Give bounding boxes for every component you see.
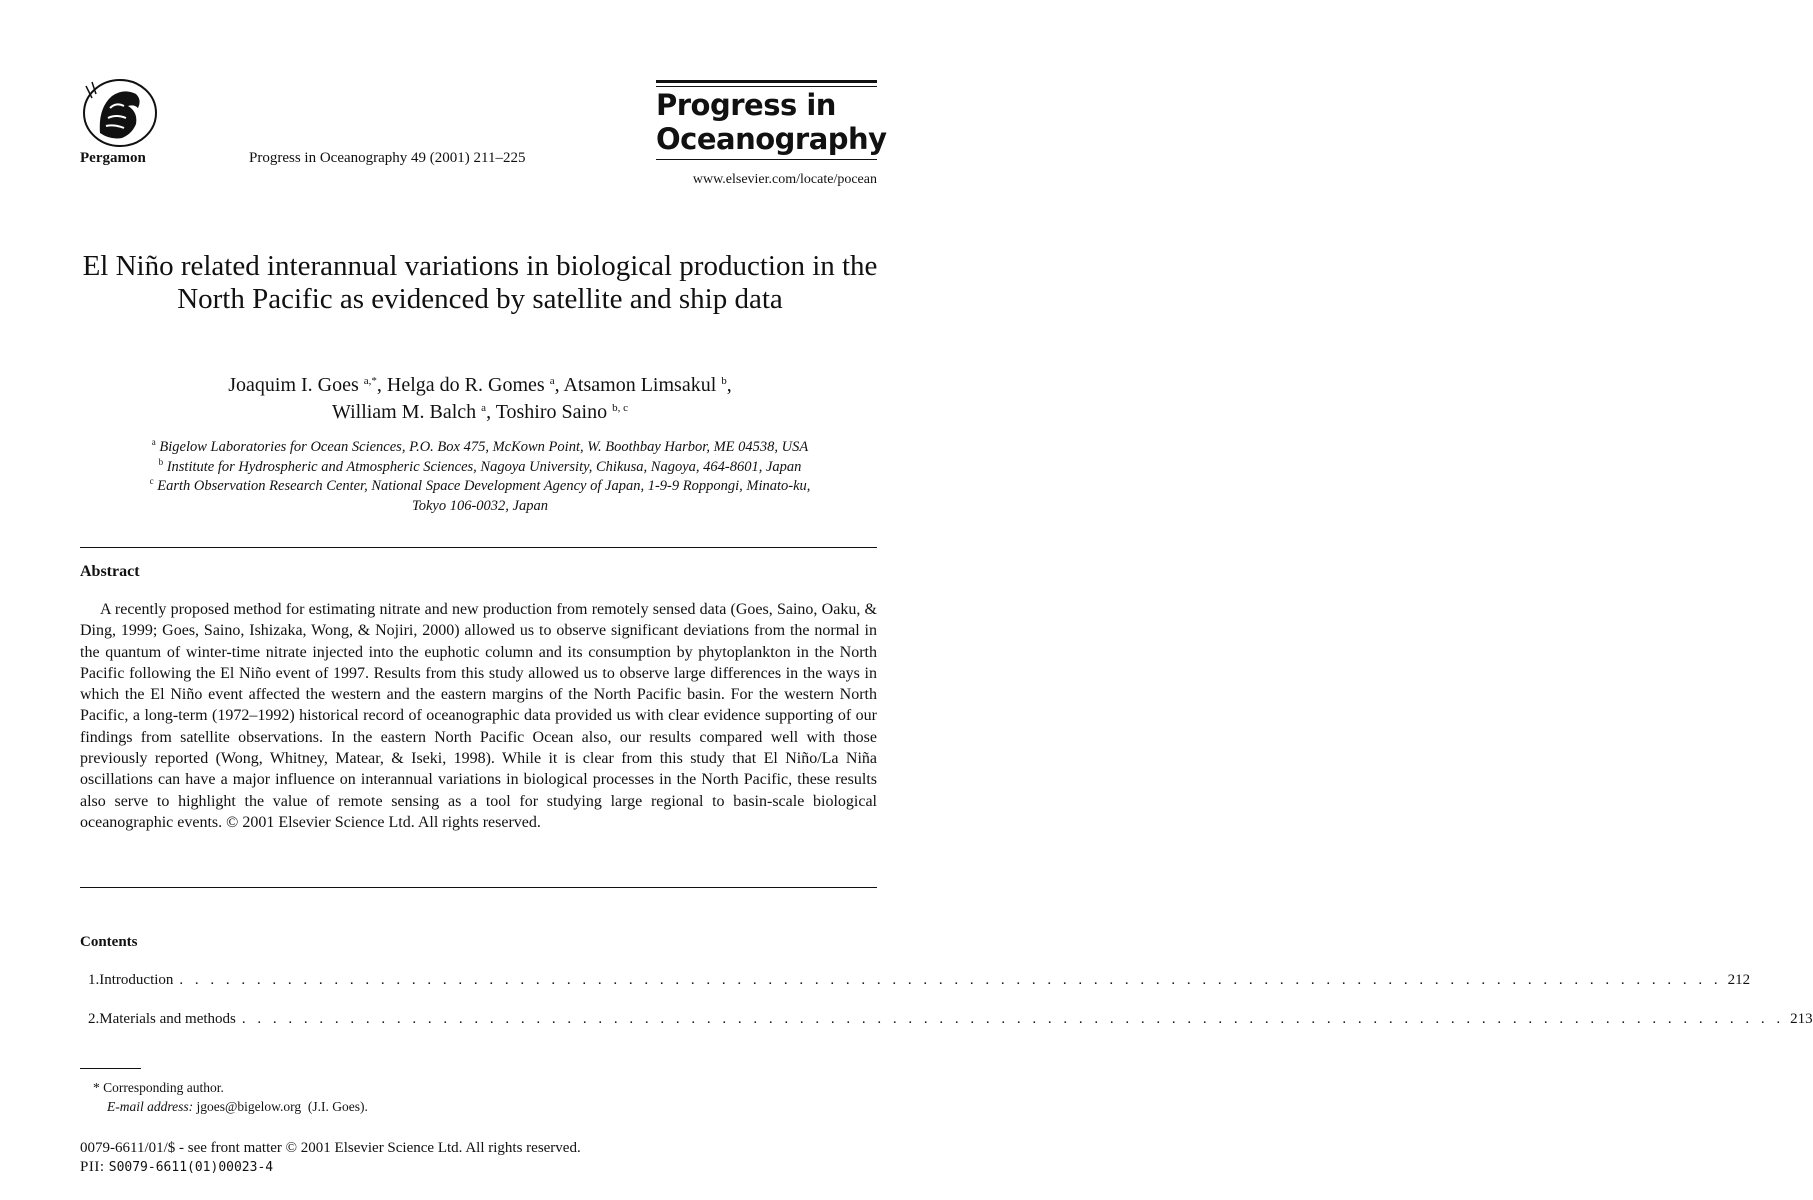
author-affiliation-mark: b, c xyxy=(612,402,628,414)
author-name: Atsamon Limsakul xyxy=(563,374,717,396)
pii-value: S0079-6611(01)00023-4 xyxy=(108,1160,274,1175)
contents-heading: Contents xyxy=(80,934,138,950)
affiliation-list xyxy=(60,438,900,516)
footnote-text: Corresponding author. xyxy=(103,1080,224,1095)
author-list xyxy=(60,372,900,426)
toc-page: 212 xyxy=(1727,972,1751,988)
affiliation-mark: b xyxy=(158,456,164,467)
section-divider xyxy=(80,547,877,548)
pergamon-logo-icon xyxy=(80,78,160,148)
email-label: E-mail address: xyxy=(107,1099,194,1114)
affiliation-mark: a xyxy=(151,437,156,447)
journal-url[interactable]: www.elsevier.com/locate/pocean xyxy=(692,172,877,187)
abstract-heading: Abstract xyxy=(80,563,140,580)
email-owner: (J.I. Goes). xyxy=(307,1099,368,1114)
author-separator: , xyxy=(554,374,564,396)
author-affiliation-mark: a xyxy=(549,375,555,387)
toc-title: Materials and methods xyxy=(99,1011,236,1027)
author-name: Toshiro Saino xyxy=(495,401,608,423)
affiliation xyxy=(60,458,900,478)
brand-rule xyxy=(656,159,877,160)
author-affiliation-mark: a,* xyxy=(363,375,377,387)
affiliation-text: Bigelow Laboratories for Ocean Sciences, P.O. Box 475, McKown Point, W. Boothbay Harbor, ME 04538, USA xyxy=(159,439,809,455)
affiliation-text: Earth Observation Research Center, National Space Development Agency of Japan, 1-9-9 Roppongi, Minato-ku, xyxy=(157,478,811,494)
author-separator: , xyxy=(376,374,387,396)
brand-rule xyxy=(656,86,877,87)
journal-brand-line: Oceanography xyxy=(656,122,887,156)
author-separator: , xyxy=(486,401,496,423)
publisher-name: Pergamon xyxy=(80,150,146,166)
toc-entry[interactable] xyxy=(80,1011,1813,1031)
email-note xyxy=(107,1099,368,1115)
corresponding-author-note xyxy=(93,1080,224,1096)
pii-label: PII: xyxy=(80,1159,105,1175)
affiliation xyxy=(60,477,900,516)
author-name: Helga do R. Gomes xyxy=(386,374,545,396)
front-matter-notice: 0079-6611/01/$ - see front matter © 2001 Elsevier Science Ltd. All rights reserved. xyxy=(80,1140,581,1156)
pii-line xyxy=(80,1159,273,1176)
toc-entry[interactable] xyxy=(80,972,1751,992)
journal-brand xyxy=(656,88,887,156)
section-divider xyxy=(80,887,877,888)
author-name: William M. Balch xyxy=(332,401,477,423)
author-separator: , xyxy=(726,374,732,396)
affiliation xyxy=(60,438,900,458)
abstract-body: A recently proposed method for estimating nitrate and new production from remotely sensed data (Goes, Saino, Oaku, & Ding, 1999; Goes, Saino, Ishizaka, Wong, & Nojiri, 2000) allowed us to observe significant deviations from the normal in the quantum of winter-time nitrate injected into the euphotic column and its consumption by phytoplankton in the North Pacific following the El Niño event of 1997. Results from this study allowed us to observe large differences in the ways in which the El Niño event affected the western and the eastern margins of the North Pacific basin. For the western North Pacific, a long-term (1972–1992) historical record of oceanographic data provided us with clear evidence supporting of our findings from satellite observations. In the eastern North Pacific Ocean also, our results compared well with those previously reported (Wong, Whitney, Matear, & Iseki, 1998). While it is clear from this study that El Niño/La Niña oscillations can have a major influence on interannual variations in biological processes in the North Pacific, these results also serve to highlight the value of remote sensing as a tool for studying large regional to basin-scale biological oceanographic events. © 2001 Elsevier Science Ltd. All rights reserved. xyxy=(80,601,877,831)
author-name: Joaquim I. Goes xyxy=(228,374,359,396)
journal-brand-line: Progress in xyxy=(656,88,836,122)
toc-leader: . . . . . . . . . . . . . . . . . . . . . . . . . . . . . . . . . . . . . . . . . . . . . . . . . . . . . . . . . . . . . . . . . . . . . . . . . . . . . . . . . . . . . . . . . . . . . . . . . . . . xyxy=(179,972,1722,988)
journal-citation: Progress in Oceanography 49 (2001) 211–225 xyxy=(249,150,526,166)
brand-rule xyxy=(656,80,877,83)
toc-page: 213 xyxy=(1790,1011,1813,1027)
article-title: El Niño related interannual variations in biological production in the North Pacific as evidenced by satellite and ship data xyxy=(82,250,878,315)
toc-title: Introduction xyxy=(99,972,174,988)
toc-number: 1. xyxy=(88,972,100,988)
email-address[interactable]: jgoes@bigelow.org xyxy=(196,1099,302,1114)
toc-leader: . . . . . . . . . . . . . . . . . . . . . . . . . . . . . . . . . . . . . . . . . . . . . . . . . . . . . . . . . . . . . . . . . . . . . . . . . . . . . . . . . . . . . . . . . . . . . . . . . . . . xyxy=(241,1011,1785,1027)
affiliation-text: Institute for Hydrospheric and Atmospheric Sciences, Nagoya University, Chikusa, Nagoya, 464-8601, Japan xyxy=(166,458,802,475)
footnote-rule xyxy=(80,1068,141,1069)
toc-number: 2. xyxy=(88,1011,100,1027)
footnote-mark: * xyxy=(93,1080,100,1095)
author-affiliation-mark: b xyxy=(721,375,727,387)
affiliation-text: Tokyo 106-0032, Japan xyxy=(412,497,548,514)
affiliation-mark: c xyxy=(149,476,154,486)
author-affiliation-mark: a xyxy=(481,402,487,414)
